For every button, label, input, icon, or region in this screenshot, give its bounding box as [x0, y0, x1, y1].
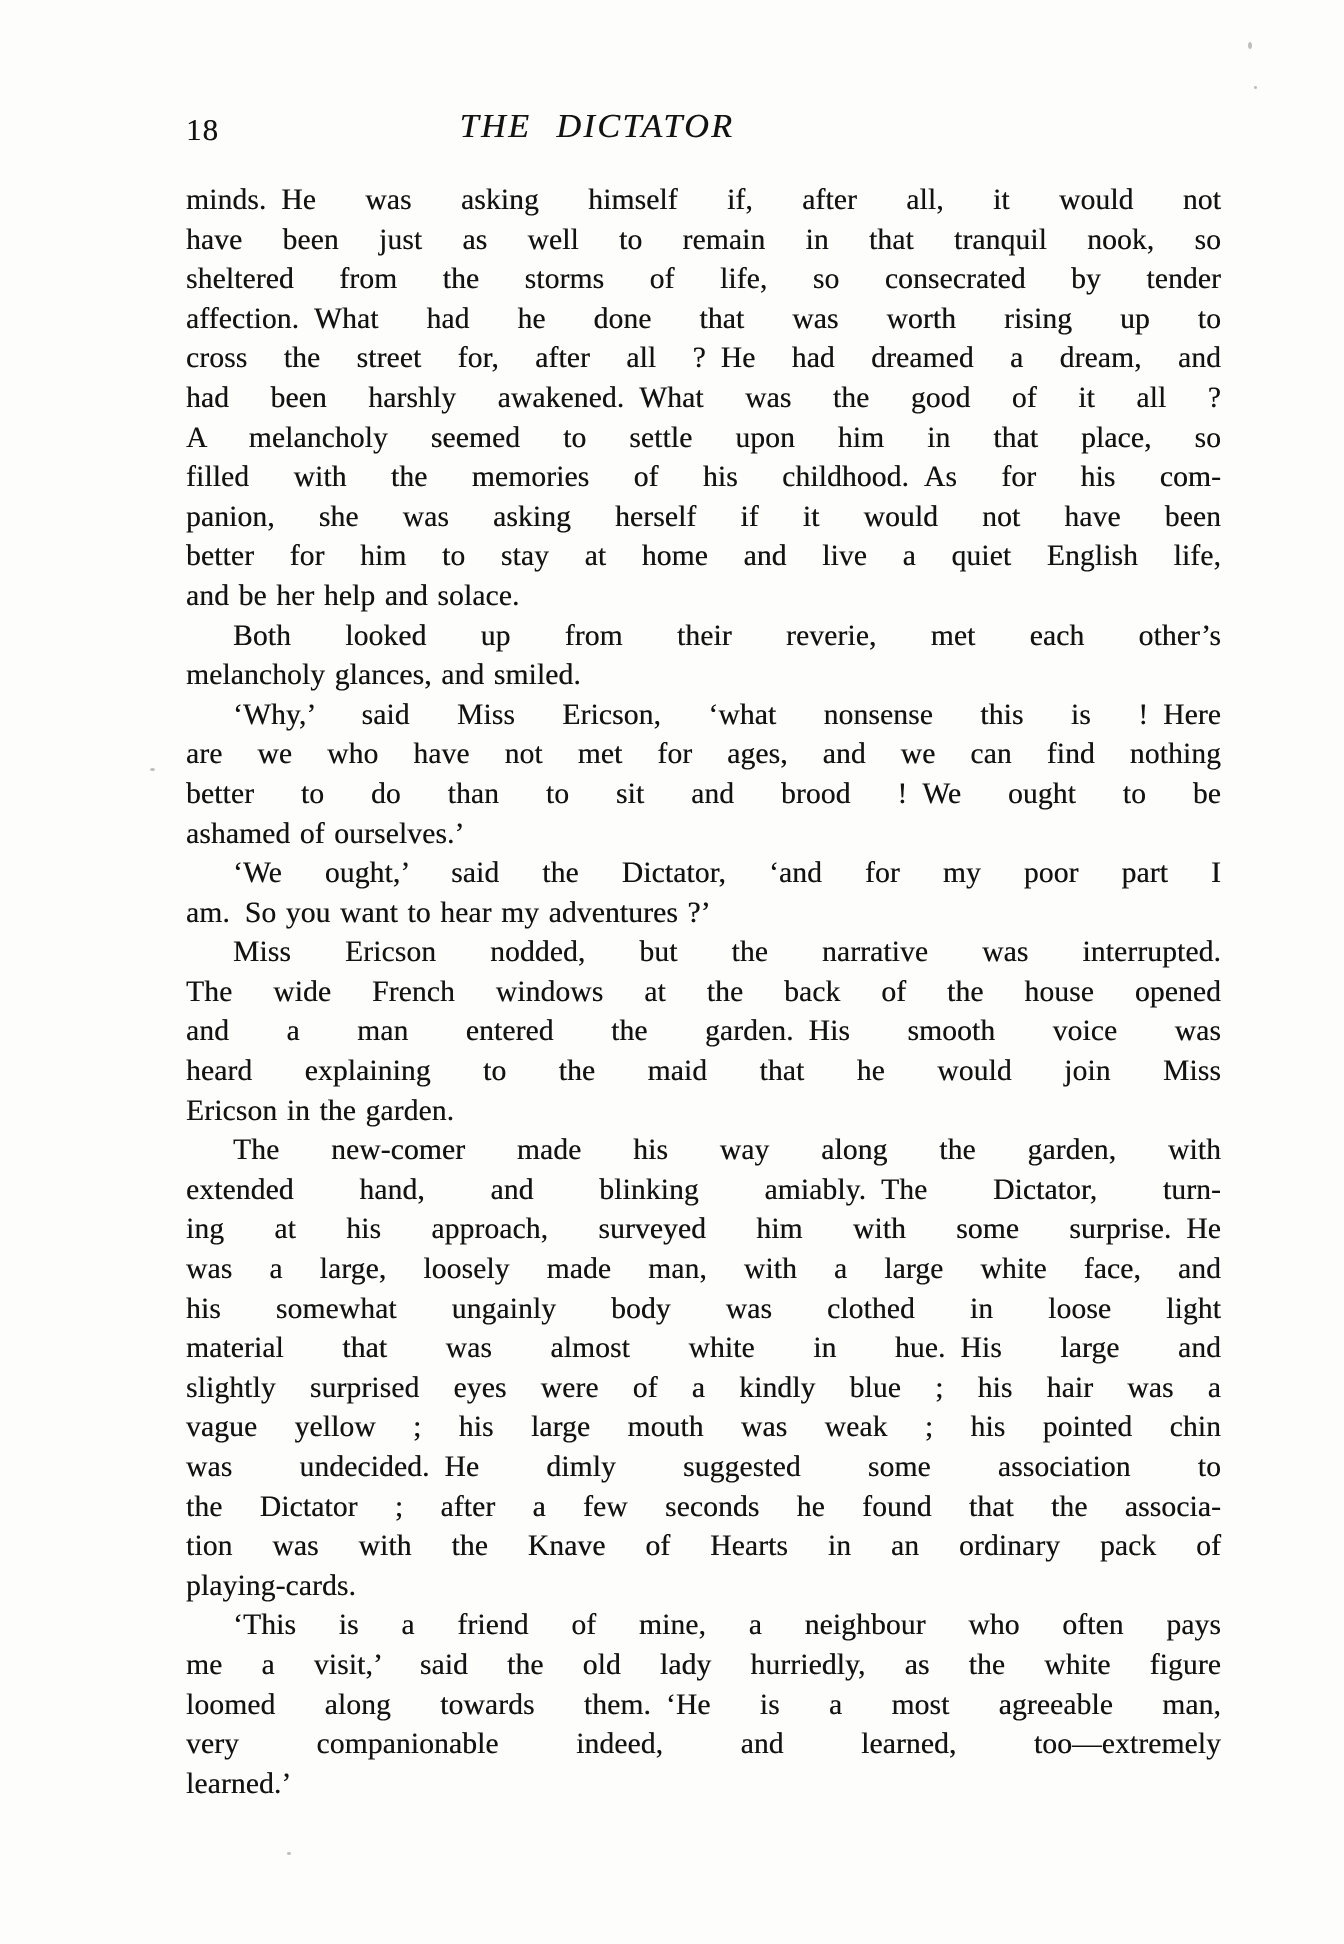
text-line: tion was with the Knave of Hearts in an ordinary pack of — [186, 1530, 1221, 1563]
text-line: extended hand, and blinking amiably. The Dictator, turn- — [186, 1173, 1221, 1206]
text-line: sheltered from the storms of life, so consecrated by tender — [186, 263, 1221, 296]
text-line: his somewhat ungainly body was clothed in loose light — [186, 1292, 1221, 1325]
text-line: Miss Ericson nodded, but the narrative was interrupted. — [233, 936, 1221, 969]
text-line: am. So you want to hear my adventures ?’ — [186, 896, 711, 929]
scan-speck — [287, 1852, 291, 1855]
scan-speck — [150, 768, 155, 771]
text-line: loomed along towards them. ‘He is a most agreeable man, — [186, 1688, 1221, 1721]
text-line: cross the street for, after all ? He had dreamed a dream, and — [186, 342, 1221, 375]
text-line: and be her help and solace. — [186, 579, 520, 612]
text-line: ‘Why,’ said Miss Ericson, ‘what nonsense this is ! Here — [233, 698, 1221, 731]
text-line: had been harshly awakened. What was the good of it all ? — [186, 381, 1221, 414]
text-line: playing-cards. — [186, 1569, 357, 1602]
text-line: the Dictator ; after a few seconds he found that the associa- — [186, 1490, 1221, 1523]
text-line: vague yellow ; his large mouth was weak ; his pointed chin — [186, 1411, 1221, 1444]
text-line: filled with the memories of his childhood. As for his com- — [186, 461, 1221, 494]
text-line: melancholy glances, and smiled. — [186, 659, 581, 692]
running-title: THE DICTATOR — [459, 108, 735, 145]
text-line: was a large, loosely made man, with a large white face, and — [186, 1253, 1221, 1286]
text-line: are we who have not met for ages, and we can find nothing — [186, 738, 1221, 771]
text-line: A melancholy seemed to settle upon him in that place, so — [186, 421, 1221, 454]
text-line: heard explaining to the maid that he would join Miss — [186, 1055, 1221, 1088]
text-line: have been just as well to remain in that tranquil nook, so — [186, 223, 1221, 256]
text-line: minds. He was asking himself if, after all, it would not — [186, 184, 1221, 216]
text-line: panion, she was asking herself if it would not have been — [186, 500, 1221, 533]
text-line: ‘We ought,’ said the Dictator, ‘and for my poor part I — [233, 857, 1221, 890]
text-line: slightly surprised eyes were of a kindly blue ; his hair was a — [186, 1371, 1221, 1404]
text-line: ‘This is a friend of mine, a neighbour who often pays — [233, 1609, 1221, 1642]
text-line: The new-comer made his way along the garden, with — [233, 1134, 1221, 1167]
scan-speck — [1254, 86, 1257, 89]
text-line: Both looked up from their reverie, met each other’s — [233, 619, 1221, 652]
text-line: better to do than to sit and brood ! We ought to be — [186, 777, 1221, 810]
text-body — [186, 181, 1221, 1804]
scan-speck — [1248, 42, 1252, 49]
text-line: very companionable indeed, and learned, too—extremely — [186, 1728, 1221, 1761]
page-header — [0, 0, 1344, 170]
text-line: learned.’ — [186, 1767, 292, 1800]
text-line: The wide French windows at the back of the house opened — [186, 975, 1221, 1008]
text-line: was undecided. He dimly suggested some association to — [186, 1451, 1221, 1483]
text-line: affection. What had he done that was worth rising up to — [186, 302, 1221, 335]
page-number: 18 — [186, 112, 219, 147]
text-line: and a man entered the garden. His smooth voice was — [186, 1015, 1221, 1048]
text-line: Ericson in the garden. — [186, 1094, 455, 1127]
text-line: material that was almost white in hue. His large and — [186, 1332, 1221, 1365]
text-line: ing at his approach, surveyed him with some surprise. He — [186, 1213, 1221, 1246]
text-line: better for him to stay at home and live a quiet English life, — [186, 540, 1221, 573]
text-line: me a visit,’ said the old lady hurriedly, as the white figure — [186, 1648, 1221, 1681]
text-line: ashamed of ourselves.’ — [186, 817, 465, 850]
